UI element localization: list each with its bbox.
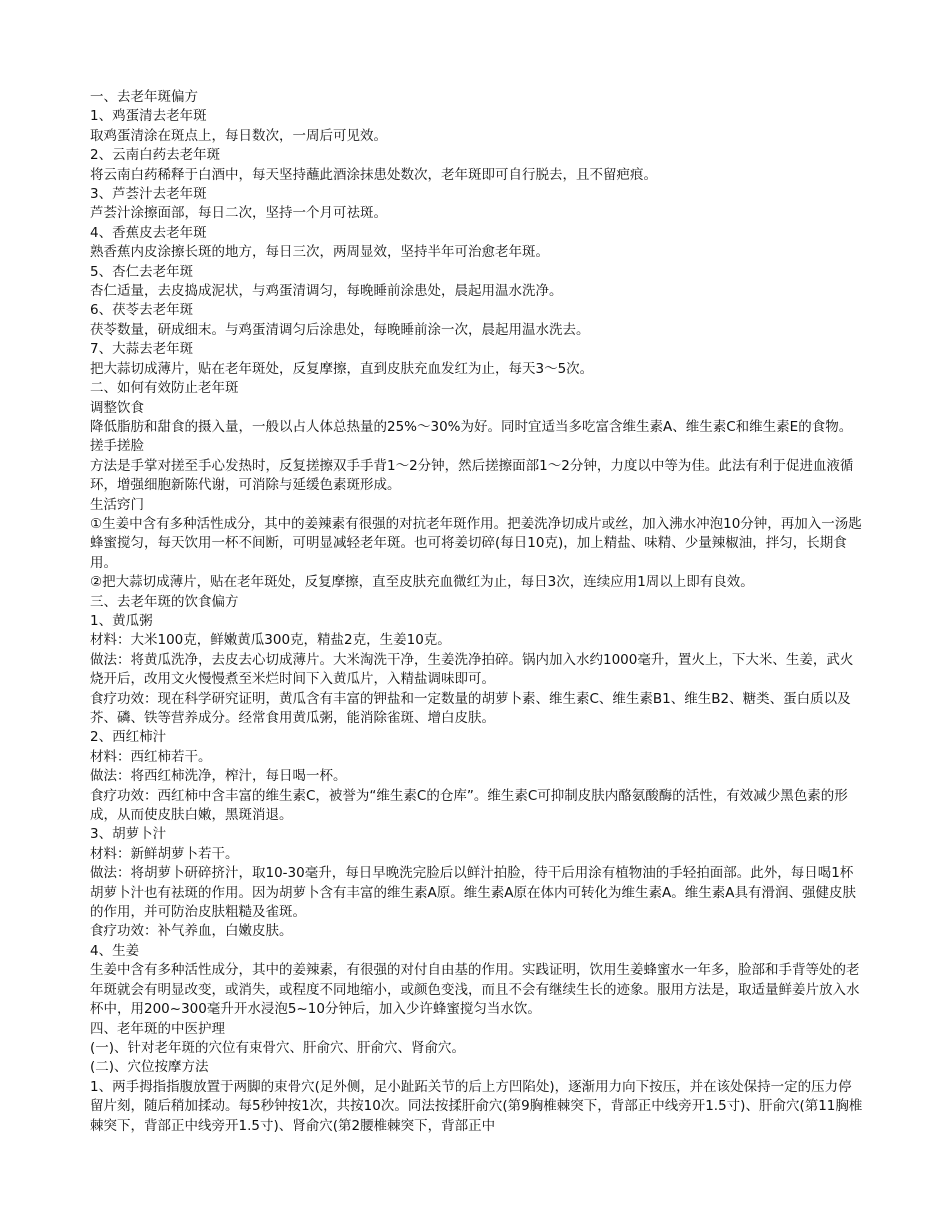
paragraph: 做法：将黄瓜洗净，去皮去心切成薄片。大米淘洗干净，生姜洗净拍碎。锅内加入水约1000毫升，置火上，下大米、生姜，武火烧开后，改用文火慢慢煮至米烂时间下入黄瓜片，入精盐调味即可。 — [90, 651, 854, 688]
paragraph: 取鸡蛋清涂在斑点上，每日数次，一周后可见效。 — [90, 127, 387, 144]
paragraph: 食疗功效：西红柿中含丰富的维生素C，被誉为“维生素C的仓库”。维生素C可抑制皮肤内酪氨酸酶的活性，有效减少黑色素的形成，从而使皮肤白嫩，黑斑消退。 — [90, 787, 848, 824]
item-heading: 3、胡萝卜汁 — [90, 826, 167, 843]
paragraph: 1、两手拇指指腹放置于两脚的束骨穴(足外侧，足小趾跖关节的后上方凹陷处)，逐渐用力向下按压，并在该处保持一定的压力停留片刻，随后稍加揉动。每5秒钟按1次，共按10次。同法按揉肝俞穴(第9胸椎棘突下，背部正中线旁开1.5寸)、肝俞穴(第11胸椎棘突下，背部正中线旁开1.5寸)、肾俞穴(第2腰椎棘突下，背部正中 — [90, 1078, 863, 1134]
item-heading: 5、杏仁去老年斑 — [90, 263, 194, 280]
paragraph: 食疗功效：补气养血，白嫩皮肤。 — [90, 923, 293, 940]
paragraph: 熟香蕉内皮涂擦长斑的地方，每日三次，两周显效，坚持半年可治愈老年斑。 — [90, 244, 549, 261]
paragraph: 方法是手掌对搓至手心发热时，反复搓擦双手手背1～2分钟，然后搓擦面部1～2分钟，力度以中等为佳。此法有利于促进血液循环，增强细胞新陈代谢，可消除与延缓色素斑形成。 — [90, 457, 854, 494]
item-heading: 搓手搓脸 — [90, 438, 144, 455]
item-heading: 1、鸡蛋清去老年斑 — [90, 108, 207, 125]
paragraph: (一)、针对老年斑的穴位有束骨穴、肝俞穴、肝俞穴、肾俞穴。 — [90, 1039, 466, 1056]
paragraph: 做法：将胡萝卜研碎挤汁，取10-30毫升，每日早晚洗完脸后以鲜汁拍脸，待干后用涂有植物油的手轻拍面部。此外，每日喝1杯胡萝卜汁也有祛斑的作用。因为胡萝卜含有丰富的维生素A原。维生素A原在体内可转化为维生素A。维生素A具有滑润、强健皮肤的作用，并可防治皮肤粗糙及雀斑。 — [90, 865, 856, 921]
paragraph: ①生姜中含有多种活性成分，其中的姜辣素有很强的对抗老年斑作用。把姜洗净切成片或丝，加入沸水冲泡10分钟，再加入一汤匙蜂蜜搅匀，每天饮用一杯不间断，可明显减轻老年斑。也可将姜切碎(每日10克)，加上精盐、味精、少量辣椒油，拌匀，长期食用。 — [90, 515, 862, 571]
section-heading: 一、去老年斑偏方 — [90, 89, 198, 105]
paragraph: 降低脂肪和甜食的摄入量，一般以占人体总热量的25%～30%为好。同时宜适当多吃富含维生素A、维生素C和维生素E的食物。 — [90, 418, 853, 435]
item-heading: (二)、穴位按摩方法 — [90, 1059, 209, 1076]
section-heading: 二、如何有效防止老年斑 — [90, 380, 239, 397]
paragraph: 材料：新鲜胡萝卜若干。 — [90, 845, 239, 862]
paragraph: ②把大蒜切成薄片，贴在老年斑处，反复摩擦，直至皮肤充血微红为止，每日3次，连续应用1周以上即有良效。 — [90, 574, 754, 591]
item-heading: 调整饮食 — [90, 399, 144, 416]
section-heading: 四、老年斑的中医护理 — [90, 1020, 225, 1037]
item-heading: 生活窍门 — [90, 496, 144, 513]
paragraph: 材料：西红柿若干。 — [90, 748, 212, 765]
item-heading: 1、黄瓜粥 — [90, 612, 153, 629]
item-heading: 6、茯苓去老年斑 — [90, 302, 194, 319]
item-heading: 3、芦荟汁去老年斑 — [90, 186, 207, 203]
section-heading: 三、去老年斑的饮食偏方 — [90, 593, 239, 610]
item-heading: 2、云南白药去老年斑 — [90, 147, 221, 164]
paragraph: 芦荟汁涂擦面部，每日二次，坚持一个月可祛斑。 — [90, 205, 387, 222]
paragraph: 把大蒜切成薄片，贴在老年斑处，反复摩擦，直到皮肤充血发红为止，每天3～5次。 — [90, 360, 594, 377]
item-heading: 4、香蕉皮去老年斑 — [90, 224, 207, 241]
paragraph: 将云南白药稀释于白酒中，每天坚持蘸此酒涂抹患处数次，老年斑即可自行脱去，且不留疤痕。 — [90, 166, 657, 183]
item-heading: 4、生姜 — [90, 942, 140, 959]
item-heading: 2、西红柿汁 — [90, 729, 167, 746]
paragraph: 食疗功效：现在科学研究证明，黄瓜含有丰富的钾盐和一定数量的胡萝卜素、维生素C、维生素B1、维生B2、糖类、蛋白质以及芥、磷、铁等营养成分。经常食用黄瓜粥，能消除雀斑、增白皮肤。 — [90, 690, 851, 726]
paragraph: 生姜中含有多种活性成分，其中的姜辣素，有很强的对付自由基的作用。实践证明，饮用生姜蜂蜜水一年多，脸部和手背等处的老年斑就会有明显改变，或消失，或程度不同地缩小，或颜色变浅，而且不会有继续生长的迹象。服用方法是，取适量鲜姜片放入水杯中，用200~300毫升开水浸泡5~10分钟后，加入少许蜂蜜搅匀当水饮。 — [90, 962, 860, 1018]
paragraph: 茯苓数量，研成细末。与鸡蛋清调匀后涂患处，每晚睡前涂一次，晨起用温水洗去。 — [90, 321, 590, 338]
paragraph: 杏仁适量，去皮捣成泥状，与鸡蛋清调匀，每晚睡前涂患处，晨起用温水洗净。 — [90, 283, 563, 300]
paragraph: 做法：将西红柿洗净，榨汁，每日喝一杯。 — [90, 768, 347, 785]
paragraph: 材料：大米100克，鲜嫩黄瓜300克，精盐2克，生姜10克。 — [90, 632, 451, 649]
document-body — [90, 88, 865, 1136]
item-heading: 7、大蒜去老年斑 — [90, 341, 194, 358]
